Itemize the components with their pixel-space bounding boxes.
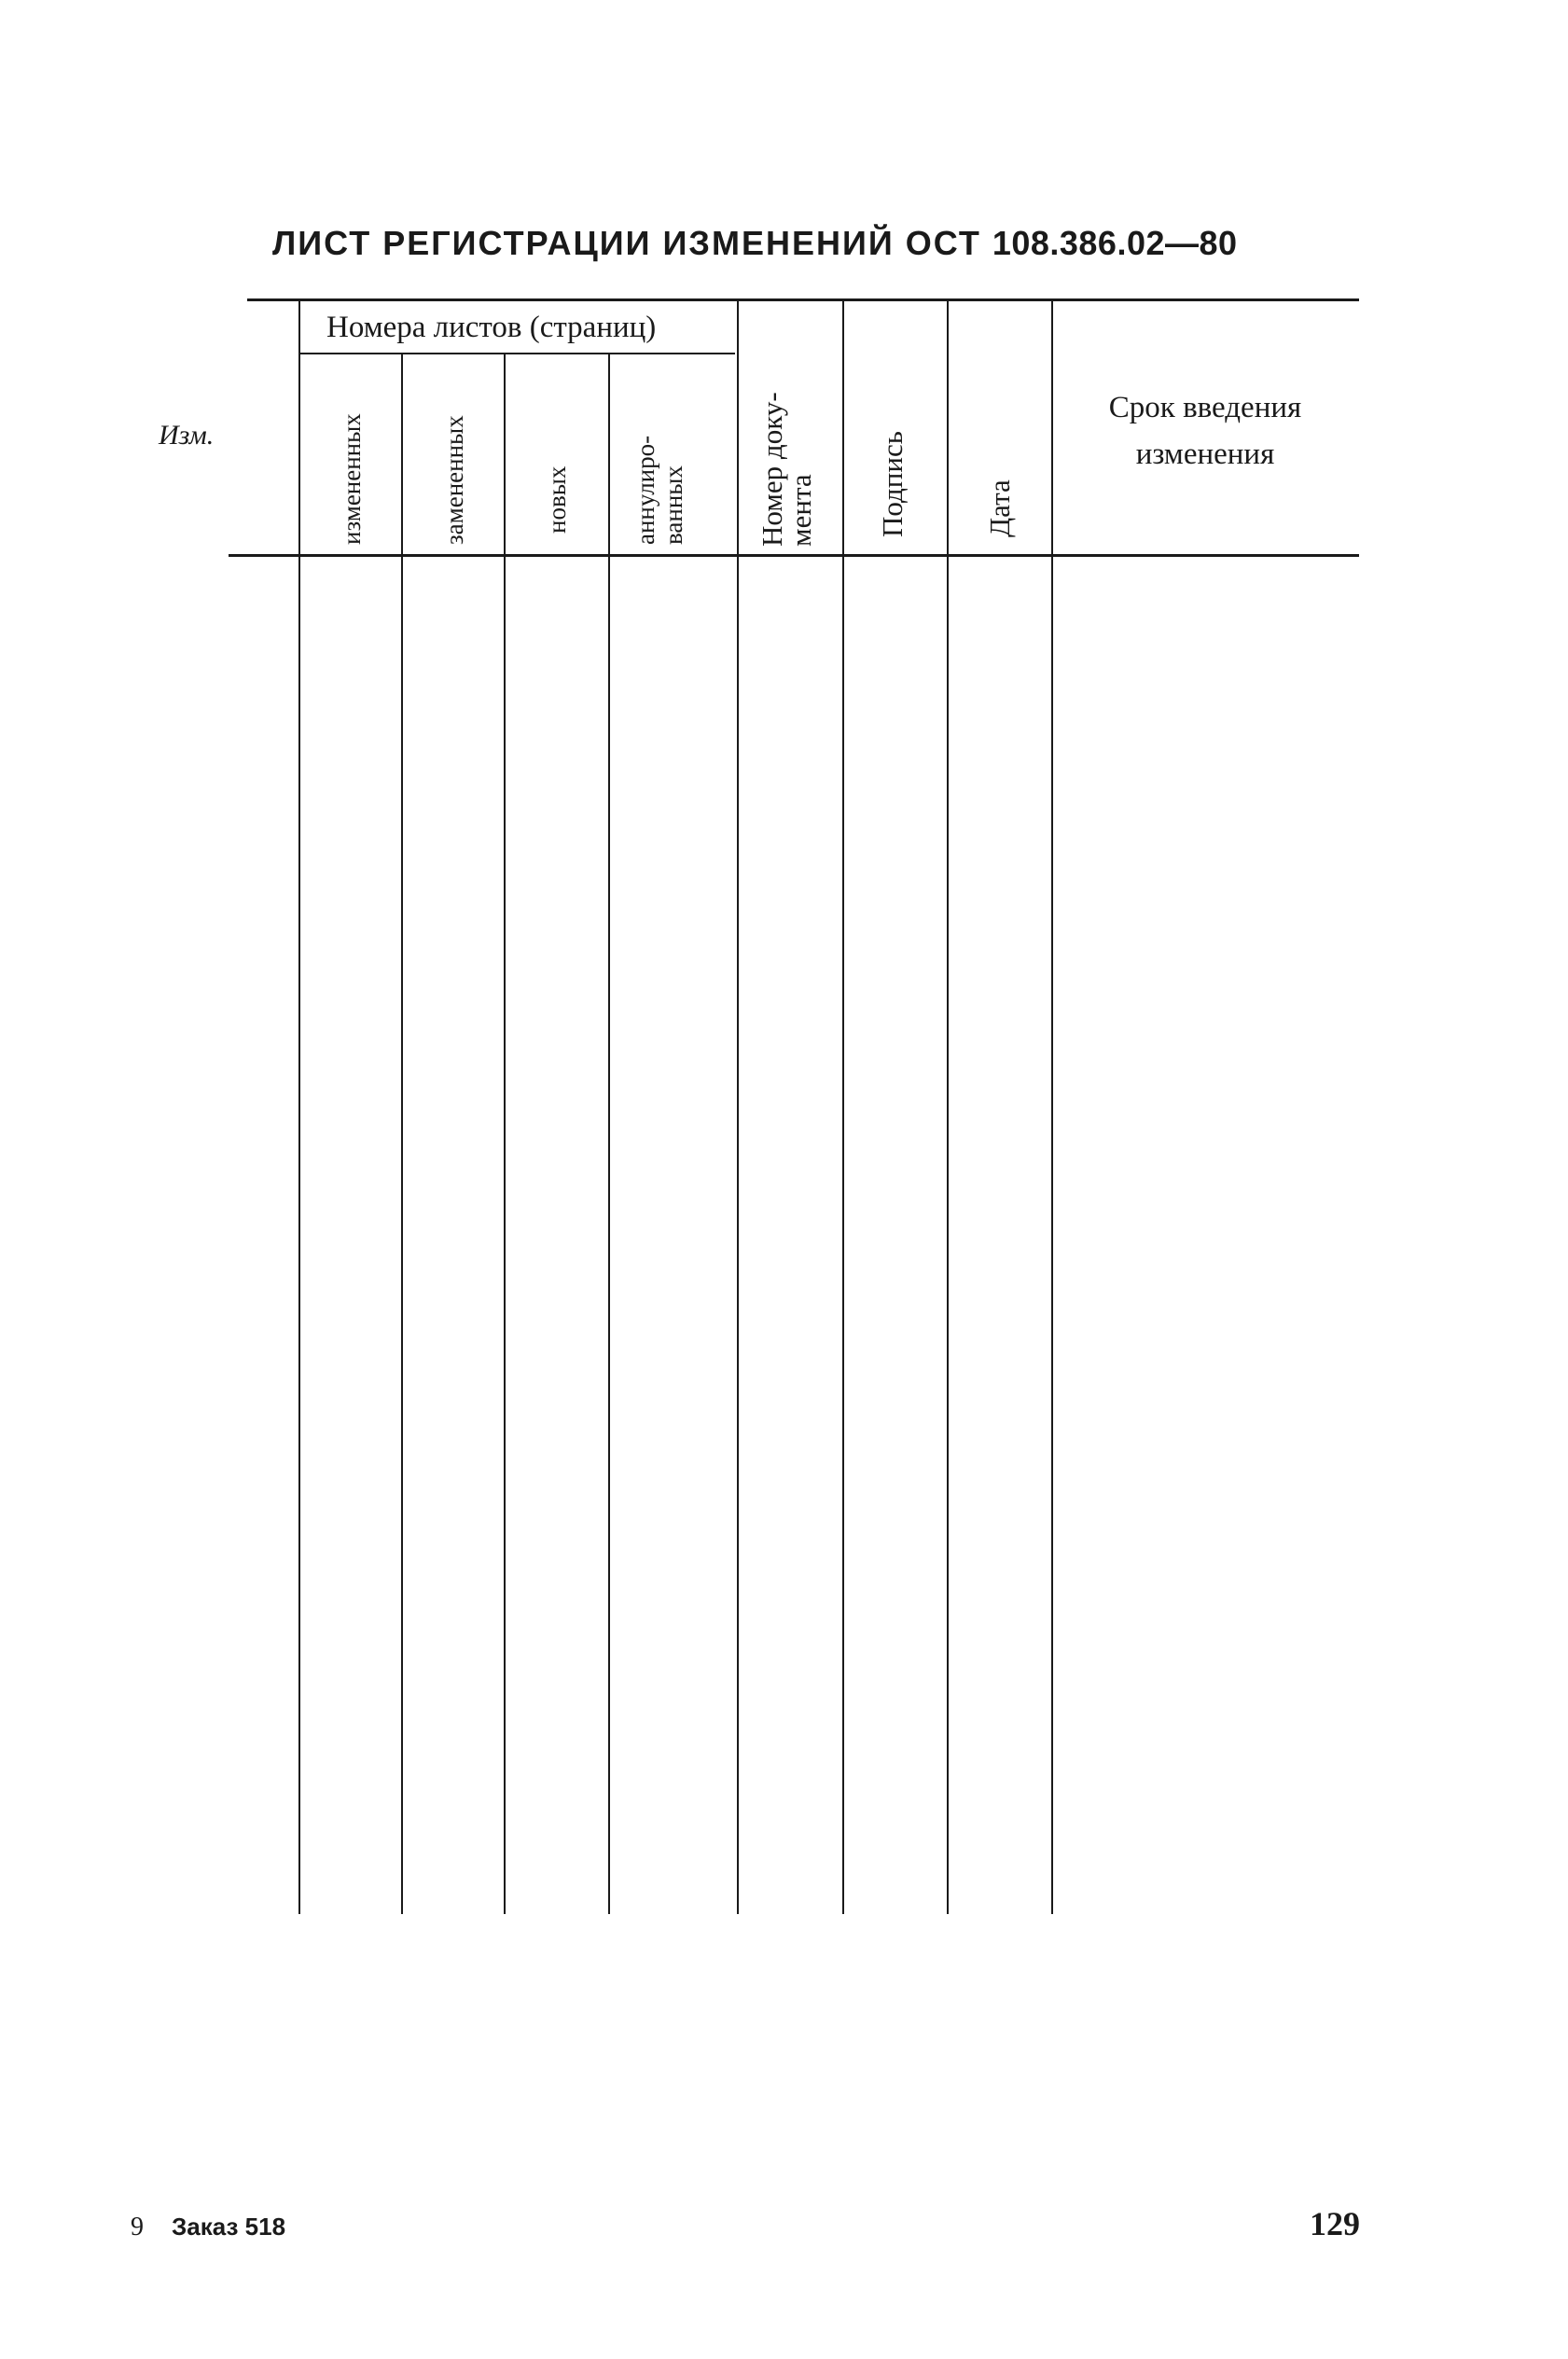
page-title <box>272 224 1238 263</box>
footer-order <box>131 2213 285 2242</box>
column-divider <box>1051 300 1053 1914</box>
column-header-novykh: новых <box>543 465 571 534</box>
column-header-izmenennykh: измененных <box>338 413 366 545</box>
column-divider <box>608 354 610 1914</box>
table-top-rule <box>247 298 1359 301</box>
column-divider <box>401 354 403 1914</box>
column-header-data: Дата <box>983 479 1016 537</box>
header-bottom-rule <box>229 554 1359 557</box>
column-divider <box>298 300 300 1914</box>
column-header-nomer-dokumenta: Номер доку- мента <box>756 392 817 547</box>
group-header-sheet-numbers: Номера листов (страниц) <box>326 311 657 344</box>
srok-line2: изменения <box>1135 437 1275 471</box>
column-divider <box>504 354 506 1914</box>
column-divider <box>947 300 949 1914</box>
group-header-rule <box>300 353 735 354</box>
column-divider <box>737 300 739 1914</box>
column-header-annulirovannykh: аннулиро- ванных <box>631 435 687 545</box>
column-header-podpis: Подпись <box>876 431 909 537</box>
page-number: 129 <box>1310 2205 1360 2242</box>
column-divider <box>842 300 844 1914</box>
sheet-number: 9 <box>131 2213 144 2241</box>
srok-line1: Срок введения <box>1108 391 1302 424</box>
column-header-zamenennykh: замененных <box>440 415 468 545</box>
column-header-izm: Изм. <box>159 420 215 451</box>
column-header-srok <box>1056 384 1354 478</box>
title-standard-number: 108.386.02—80 <box>992 224 1238 262</box>
order-label: Заказ 518 <box>172 2213 286 2241</box>
title-prefix: ЛИСТ РЕГИСТРАЦИИ ИЗМЕНЕНИЙ ОСТ <box>272 224 992 262</box>
